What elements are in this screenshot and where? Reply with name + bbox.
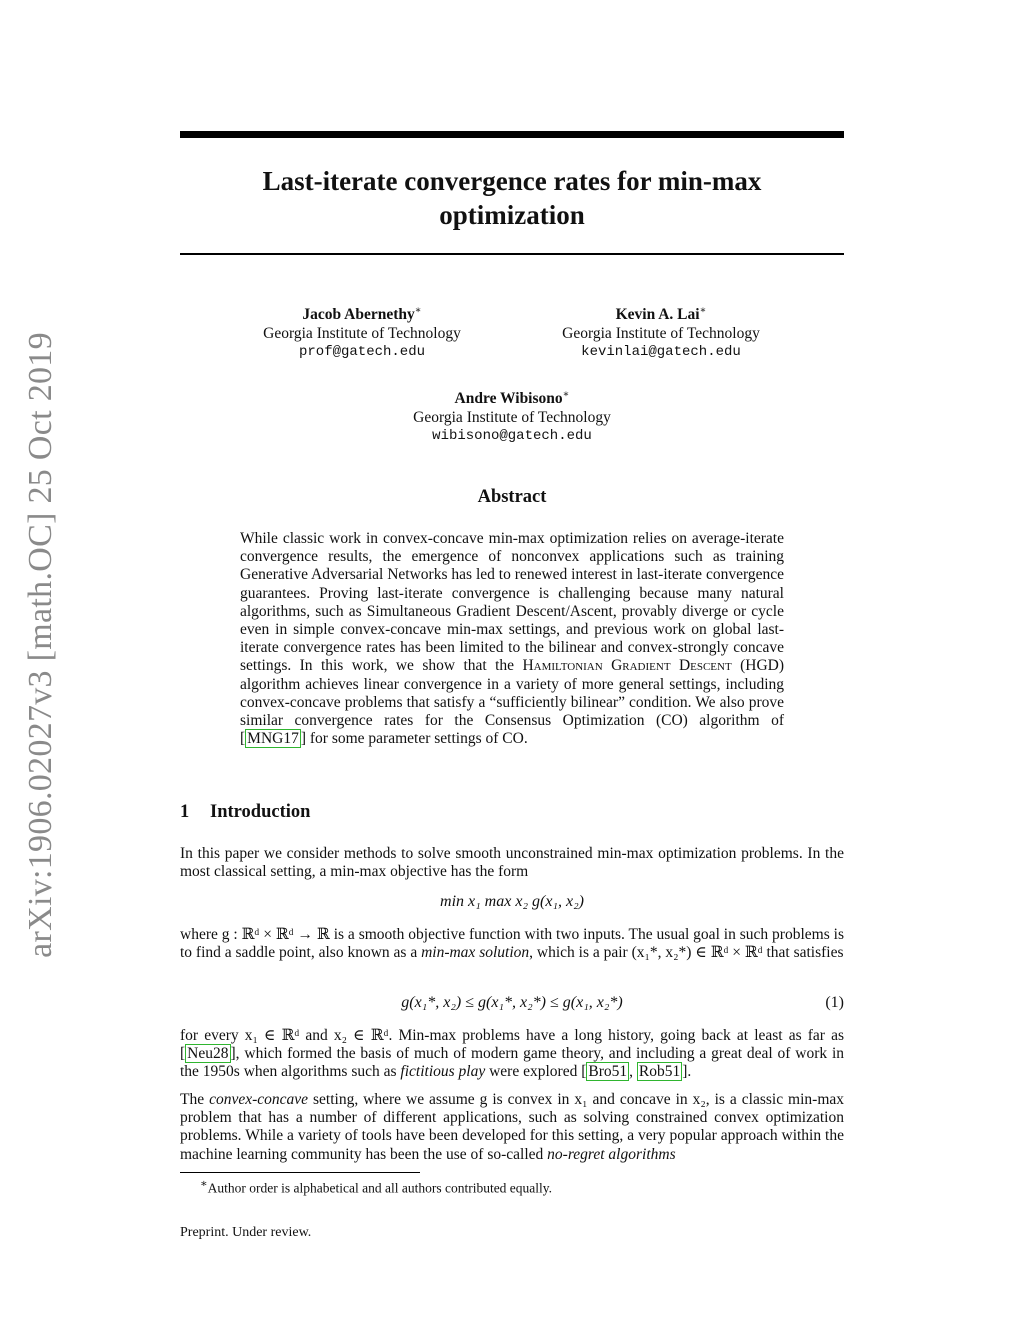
author-mark: ∗ (562, 389, 570, 400)
intro-p4-emphasis-2: no-regret algorithms (547, 1145, 676, 1163)
footnote (200, 1177, 552, 1197)
equation-1 (180, 994, 844, 1012)
hgd-name: Hamiltonian Gradient Descent (522, 657, 732, 675)
author-email[interactable]: prof@gatech.edu (298, 344, 426, 361)
footnote-rule (180, 1172, 420, 1173)
intro-p3-text-a: for every x₁ ∈ ℝᵈ and x₂ ∈ ℝᵈ. Min-max problems have a long history, going back at least as far as (180, 1027, 844, 1044)
equation-number: (1) (825, 994, 844, 1011)
intro-p3-text-c: were explored (489, 1063, 578, 1081)
paper-title (180, 164, 844, 232)
intro-p4-text-b: setting, where we assume g is convex in x₁ and concave in x₂, is a classic min-max problem that has a number of different applications, such as solving constrained convex optimization problems. While a variety of tools have been developed for this setting, a very popular approach within the machine learning community has been the use of so-called (180, 1091, 845, 1163)
intro-paragraph-4 (180, 1091, 844, 1164)
author-name: Andre Wibisono (454, 390, 563, 408)
intro-p3-emphasis: fictitious play (400, 1063, 486, 1081)
abstract-text-1: While classic work in convex-concave min-max optimization relies on average-iterate convergence results, the emergence of nonconvex applications such as training Generative Adversarial Networks has led to renewed interest in last-iterate convergence guarantees. Proving last-iterate convergence is challenging because many natural algorithms, such as Simultaneous Gradient Descent/Ascent, provably diverge or cycle even in simple convex-concave min-max settings, and previous work on global last-iterate convergence rates has been limited to the bilinear and convex-strongly concave settings. In this work, we show that the (240, 530, 784, 675)
intro-paragraph-2 (180, 926, 844, 962)
abstract-text-3: for some parameter settings of CO. (309, 730, 528, 748)
author-mark: ∗ (699, 305, 707, 316)
author-block-3 (362, 385, 662, 446)
intro-p4-emphasis-1: convex-concave (209, 1091, 309, 1108)
intro-paragraph-3: for every x₁ ∈ ℝᵈ and x₂ ∈ ℝᵈ. Min-max problems have a long history, going back at least as far as [ Neu28 ], which formed the basis of much of modern game theory, and including a great deal of work in the 1950s when algorithms such as fictitious play were explored [ Bro51 , Rob51 ]. (180, 1027, 844, 1081)
intro-p3-text-b: , which formed the basis of much of modern game theory, and including a great deal of work in the 1950s when algorithms such as (180, 1045, 844, 1081)
intro-p2-text-a: where g : ℝᵈ × ℝᵈ → ℝ is a smooth objective function with two inputs. The usual goal in such problems is to find a saddle point, also known as a (180, 926, 844, 962)
citation-link[interactable]: Rob51 (638, 1063, 681, 1081)
author-affiliation: Georgia Institute of Technology (263, 325, 461, 343)
preprint-note: Preprint. Under review. (180, 1225, 312, 1240)
footnote-text: Author order is alphabetical and all authors contributed equally. (207, 1180, 553, 1196)
title-bottom-rule (180, 253, 844, 255)
footnote-mark: ∗ (200, 1178, 208, 1190)
author-name: Jacob Abernethy (302, 306, 415, 324)
intro-p4-text-a: The (180, 1091, 205, 1108)
author-affiliation: Georgia Institute of Technology (562, 325, 760, 343)
author-affiliation: Georgia Institute of Technology (413, 409, 611, 427)
author-email[interactable]: kevinlai@gatech.edu (581, 344, 741, 361)
intro-p2-text-b: , which is a pair (x₁*, x₂*) ∈ ℝᵈ × ℝᵈ that satisfies (529, 944, 844, 962)
arxiv-stamp (14, 330, 68, 960)
section-title: Introduction (210, 802, 311, 822)
abstract-body: While classic work in convex-concave min-max optimization relies on average-iterate convergence results, the emergence of nonconvex applications such as training Generative Adversarial Networks has led to renewed interest in last-iterate convergence guarantees. Proving last-iterate convergence is challenging because many natural algorithms, such as Simultaneous Gradient Descent/Ascent, provably diverge or cycle even in simple convex-concave min-max settings, and previous work on global last-iterate convergence rates has been limited to the bilinear and convex-strongly concave settings. In this work, we show that the Hamiltonian Gradient Descent (HGD) algorithm achieves linear convergence in a variety of more general settings, including convex-concave problems that satisfy a “sufficiently bilinear” condition. We also prove similar convergence rates for the Consensus Optimization (CO) algorithm of [ MNG17 ] for some parameter settings of CO. (240, 530, 785, 748)
title-top-rule (180, 131, 844, 138)
author-name: Kevin A. Lai (615, 306, 700, 324)
citation-link[interactable]: Neu28 (187, 1045, 229, 1063)
section-number: 1 (180, 802, 190, 822)
intro-p2-emphasis: min-max solution (421, 944, 530, 962)
author-mark: ∗ (414, 305, 422, 316)
equation-minmax (180, 893, 844, 911)
citation-link[interactable]: MNG17 (247, 730, 299, 748)
abstract-text-2: (HGD) algorithm achieves linear convergence in a variety of more general settings, including convex-concave problems that satisfy a “sufficiently bilinear” condition. We also prove similar convergence rates for the Consensus Optimization (CO) algorithm of (240, 657, 785, 730)
intro-paragraph-1: In this paper we consider methods to solve smooth unconstrained min-max optimization problems. In the most classical setting, a min-max objective has the form (180, 845, 844, 881)
equation-1-text: g(x₁*, x₂) ≤ g(x₁*, x₂*) ≤ g(x₁, x₂*) (401, 994, 623, 1011)
author-email[interactable]: wibisono@gatech.edu (432, 428, 592, 445)
abstract-heading: Abstract (477, 487, 547, 507)
paper-title-line-2: optimization (439, 200, 585, 230)
section-heading (180, 802, 310, 823)
author-block-2 (511, 301, 811, 362)
equation-minmax-text: min x₁ max x₂ g(x₁, x₂) (440, 893, 584, 910)
citation-link[interactable]: Bro51 (588, 1063, 628, 1081)
author-block-1 (212, 301, 512, 362)
arxiv-stamp-text: arXiv:1906.02027v3 [math.OC] 25 Oct 2019 (22, 332, 59, 958)
paper-title-line-1: Last-iterate convergence rates for min-max (262, 166, 762, 196)
